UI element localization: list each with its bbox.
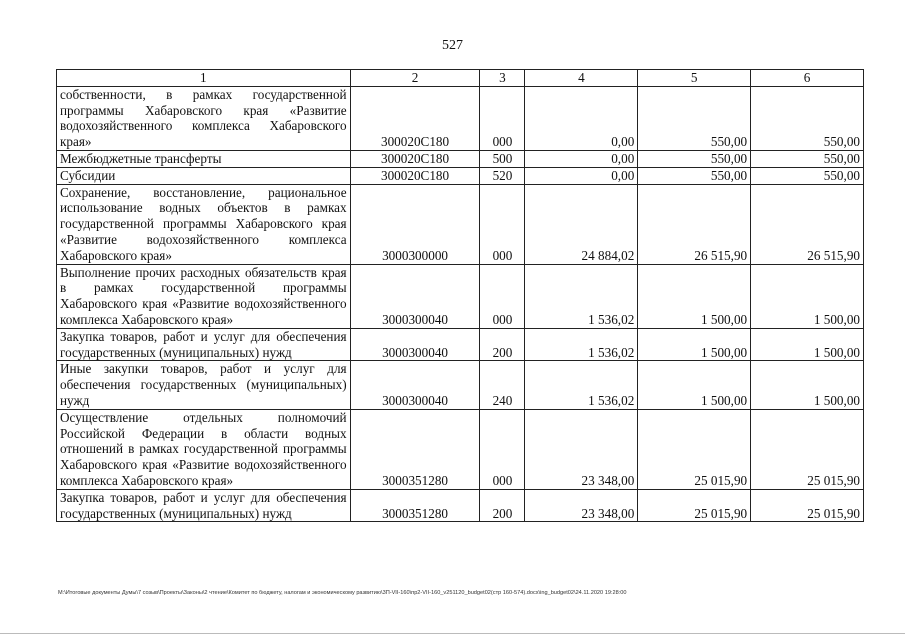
cell-v3: 550,00 [751, 86, 864, 150]
cell-csr: 300020С180 [350, 86, 480, 150]
cell-v1: 23 348,00 [525, 409, 638, 489]
column-header: 2 [350, 70, 480, 87]
cell-v2: 1 500,00 [638, 328, 751, 361]
cell-v2: 550,00 [638, 86, 751, 150]
cell-name: Межбюджетные трансферты [57, 150, 351, 167]
cell-csr: 3000351280 [350, 409, 480, 489]
cell-name: Осуществление отдельных полномочий Российской Федерации в области водных отношений в рамках государственной программы Хабаровского края «Развитие водохозяйственного комплекса Хабаровского края» [57, 409, 351, 489]
cell-csr: 3000300040 [350, 328, 480, 361]
table-row [57, 328, 864, 361]
cell-v2: 1 500,00 [638, 361, 751, 409]
table-row [57, 167, 864, 184]
cell-csr: 300020С180 [350, 150, 480, 167]
cell-v2: 25 015,90 [638, 489, 751, 522]
column-header: 5 [638, 70, 751, 87]
cell-csr: 3000300040 [350, 264, 480, 328]
cell-vr: 000 [480, 409, 525, 489]
cell-v2: 550,00 [638, 150, 751, 167]
cell-v1: 1 536,02 [525, 361, 638, 409]
bottom-rule [0, 633, 905, 634]
cell-v1: 23 348,00 [525, 489, 638, 522]
cell-v1: 24 884,02 [525, 184, 638, 264]
cell-vr: 000 [480, 86, 525, 150]
column-header: 4 [525, 70, 638, 87]
cell-vr: 000 [480, 184, 525, 264]
cell-name: Иные закупки товаров, работ и услуг для обеспечения государственных (муниципальных) нужд [57, 361, 351, 409]
budget-table [56, 69, 864, 522]
cell-name: Закупка товаров, работ и услуг для обеспечения государственных (муниципальных) нужд [57, 328, 351, 361]
table-row [57, 409, 864, 489]
cell-v1: 1 536,02 [525, 264, 638, 328]
cell-v3: 1 500,00 [751, 328, 864, 361]
cell-v2: 1 500,00 [638, 264, 751, 328]
cell-v3: 25 015,90 [751, 489, 864, 522]
cell-name: Сохранение, восстановление, рациональное использование водных объектов в рамках государственной программы Хабаровского края «Развитие водохозяйственного комплекса Хабаровского края» [57, 184, 351, 264]
table-row [57, 264, 864, 328]
table-row [57, 150, 864, 167]
column-header: 1 [57, 70, 351, 87]
cell-v1: 0,00 [525, 86, 638, 150]
cell-csr: 300020С180 [350, 167, 480, 184]
cell-v2: 25 015,90 [638, 409, 751, 489]
cell-v3: 1 500,00 [751, 361, 864, 409]
cell-csr: 3000300040 [350, 361, 480, 409]
table-header-row [57, 70, 864, 87]
cell-v3: 550,00 [751, 150, 864, 167]
cell-v1: 0,00 [525, 167, 638, 184]
cell-v3: 26 515,90 [751, 184, 864, 264]
cell-vr: 200 [480, 489, 525, 522]
document-file-path: М:\Итоговые документы Думы\7 созыв\Проекты\Законы\2 чтение\Комитет по бюджету, налогам и экономическому развитию\3П-VII-160\пр2-VII-160_v251120_budget02(стр 160-574).docx\ing_budget02\24.11.2020 19:28:00 [58, 590, 627, 596]
cell-csr: 3000351280 [350, 489, 480, 522]
cell-v3: 550,00 [751, 167, 864, 184]
table-row [57, 361, 864, 409]
table-row [57, 86, 864, 150]
cell-vr: 500 [480, 150, 525, 167]
cell-v2: 26 515,90 [638, 184, 751, 264]
page-number: 527 [442, 38, 463, 53]
cell-name: Закупка товаров, работ и услуг для обеспечения государственных (муниципальных) нужд [57, 489, 351, 522]
cell-v1: 0,00 [525, 150, 638, 167]
cell-vr: 240 [480, 361, 525, 409]
cell-name: Субсидии [57, 167, 351, 184]
column-header: 6 [751, 70, 864, 87]
cell-v1: 1 536,02 [525, 328, 638, 361]
cell-csr: 3000300000 [350, 184, 480, 264]
cell-vr: 200 [480, 328, 525, 361]
table-row [57, 184, 864, 264]
column-header: 3 [480, 70, 525, 87]
cell-v3: 25 015,90 [751, 409, 864, 489]
cell-vr: 000 [480, 264, 525, 328]
cell-v2: 550,00 [638, 167, 751, 184]
cell-name: Выполнение прочих расходных обязательств края в рамках государственной программы Хабаровского края «Развитие водохозяйственного комплекса Хабаровского края» [57, 264, 351, 328]
cell-v3: 1 500,00 [751, 264, 864, 328]
table-row [57, 489, 864, 522]
cell-name: собственности, в рамках государственной программы Хабаровского края «Развитие водохозяйственного комплекса Хабаровского края» [57, 86, 351, 150]
cell-vr: 520 [480, 167, 525, 184]
